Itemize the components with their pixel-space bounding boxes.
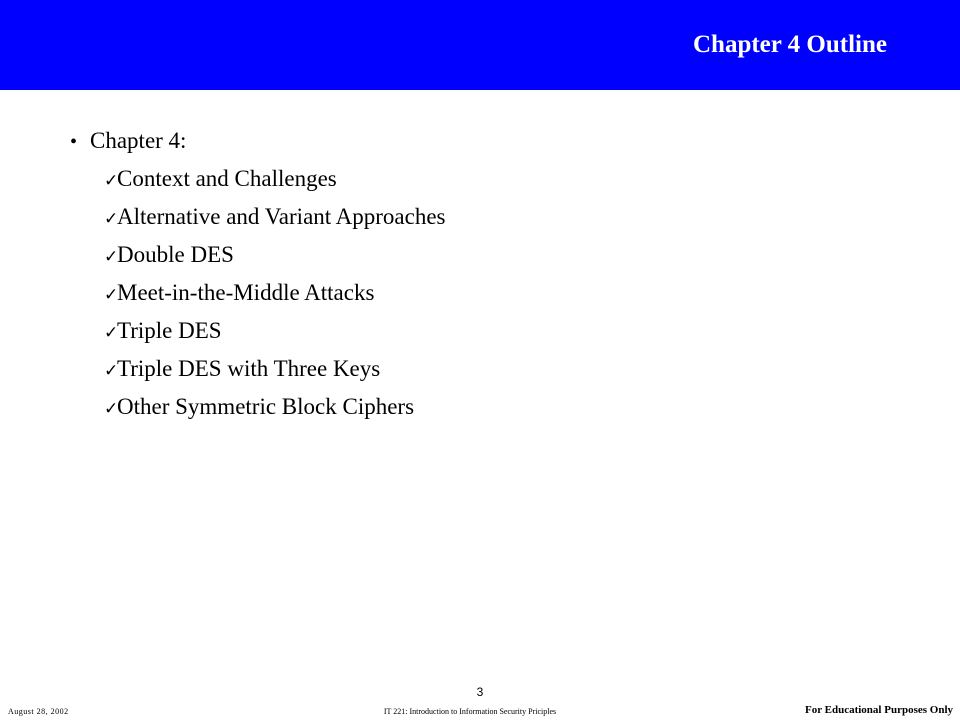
checklist-item [104,394,910,432]
checklist-item [104,318,910,356]
check-icon: ✓ [104,399,119,419]
checklist-item [104,356,910,394]
checklist-item [104,166,910,204]
checklist-item [104,280,910,318]
checklist-item-label: Triple DES with Three Keys [117,356,381,381]
footer-date: August 28, 2002 [8,707,69,716]
check-icon: ✓ [104,171,119,191]
footer-course-title: IT 221: Introduction to Information Security Priciples [383,707,557,716]
bullet-label: Chapter 4: [90,128,187,153]
slide-footer [0,680,960,720]
page-number: 3 [476,685,484,699]
checklist-item-label: Double DES [117,242,234,267]
bullet-icon: • [70,131,78,153]
check-icon: ✓ [104,361,119,381]
checklist-item-label: Context and Challenges [117,166,337,191]
check-icon: ✓ [104,285,119,305]
checklist-item-label: Meet-in-the-Middle Attacks [117,280,375,305]
check-icon: ✓ [104,323,119,343]
checklist [70,166,910,432]
footer-notice: For Educational Purposes Only [804,704,953,716]
checklist-item [104,242,910,280]
check-icon: ✓ [104,247,119,267]
slide-title: Chapter 4 Outline [693,31,887,58]
check-icon: ✓ [104,209,119,229]
checklist-item-label: Alternative and Variant Approaches [117,204,446,229]
header-bar [0,0,960,90]
checklist-item-label: Other Symmetric Block Ciphers [117,394,415,419]
checklist-item-label: Triple DES [117,318,222,343]
checklist-item [104,204,910,242]
bullet-item [70,128,910,162]
slide-content [70,128,910,432]
